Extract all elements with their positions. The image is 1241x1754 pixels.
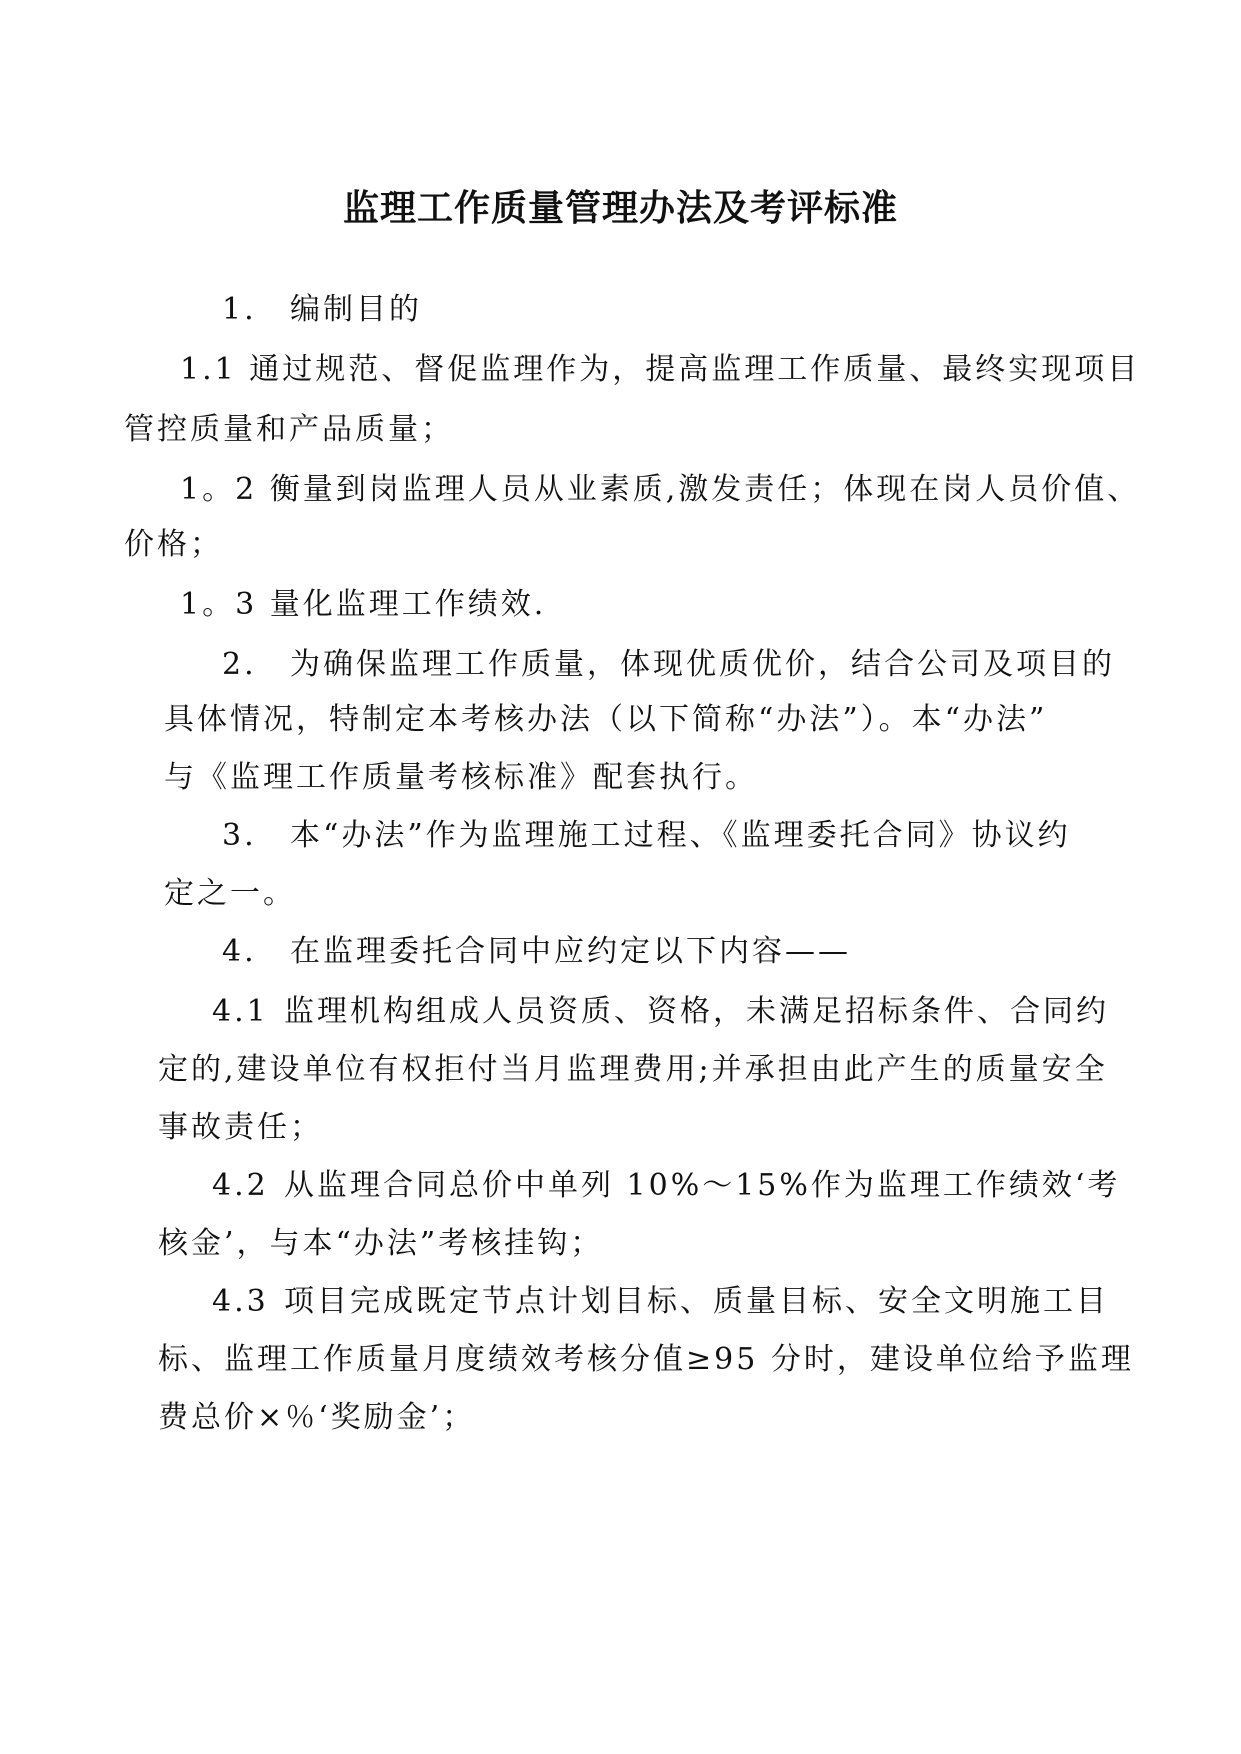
- section-number: 3.: [222, 818, 257, 853]
- section-3-line-2: 定之一。: [164, 876, 296, 911]
- paragraph-1-1-line-1: 1.1 通过规范、督促监理作为，提高监理工作质量、最终实现项目: [180, 352, 1141, 387]
- section-number: 2.: [222, 647, 257, 682]
- section-text: 编制目的: [290, 292, 422, 327]
- paragraph-1-2-line-1: 1。2 衡量到岗监理人员从业素质,激发责任；体现在岗人员价值、: [180, 472, 1141, 507]
- paragraph-1-1-line-2: 管控质量和产品质量；: [124, 412, 454, 447]
- paragraph-4-1-line-2: 定的,建设单位有权拒付当月监理费用;并承担由此产生的质量安全: [158, 1052, 1108, 1087]
- section-3-line-1: [222, 816, 1071, 856]
- paragraph-text: 监理机构组成人员资质、资格，未满足招标条件、合同约: [284, 994, 1109, 1029]
- paragraph-4-3-line-3: 费总价×％‘奖励金’；: [158, 1400, 476, 1435]
- section-number: 1.: [222, 292, 257, 327]
- section-2-line-2: 具体情况，特制定本考核办法（以下简称“办法”）。本“办法”: [164, 702, 1048, 737]
- paragraph-4-2-line-2: 核金’，与本“办法”考核挂钩；: [158, 1226, 604, 1261]
- page-title: 监理工作质量管理办法及考评标准: [342, 187, 898, 229]
- paragraph-number: 4.2: [212, 1168, 269, 1203]
- paragraph-4-1-line-1: [212, 992, 1109, 1032]
- section-number: 4.: [222, 934, 257, 969]
- paragraph-text: 项目完成既定节点计划目标、质量目标、安全文明施工目: [284, 1284, 1109, 1319]
- section-text: 在监理委托合同中应约定以下内容——: [290, 934, 851, 969]
- paragraph-number: 4.3: [212, 1284, 269, 1319]
- paragraph-1-3-line-1: 1。3 量化监理工作绩效.: [180, 587, 547, 622]
- section-2-line-3: 与《监理工作质量考核标准》配套执行。: [164, 760, 758, 795]
- section-text: 本“办法”作为监理施工过程、《监理委托合同》协议约: [290, 818, 1071, 853]
- paragraph-4-3-line-1: [212, 1282, 1109, 1322]
- section-1-heading: [222, 290, 422, 330]
- section-text: 为确保监理工作质量，体现优质优价，结合公司及项目的: [290, 647, 1115, 682]
- section-4-line-1: [222, 932, 851, 972]
- section-2-line-1: [222, 645, 1115, 685]
- paragraph-4-3-line-2: 标、监理工作质量月度绩效考核分值≥95 分时，建设单位给予监理: [158, 1342, 1134, 1377]
- paragraph-4-2-line-1: [212, 1166, 1120, 1206]
- paragraph-text: 从监理合同总价中单列 10%～15%作为监理工作绩效‘考: [284, 1168, 1121, 1203]
- paragraph-1-2-line-2: 价格；: [124, 527, 223, 562]
- paragraph-4-1-line-3: 事故责任；: [158, 1110, 323, 1145]
- paragraph-number: 4.1: [212, 994, 269, 1029]
